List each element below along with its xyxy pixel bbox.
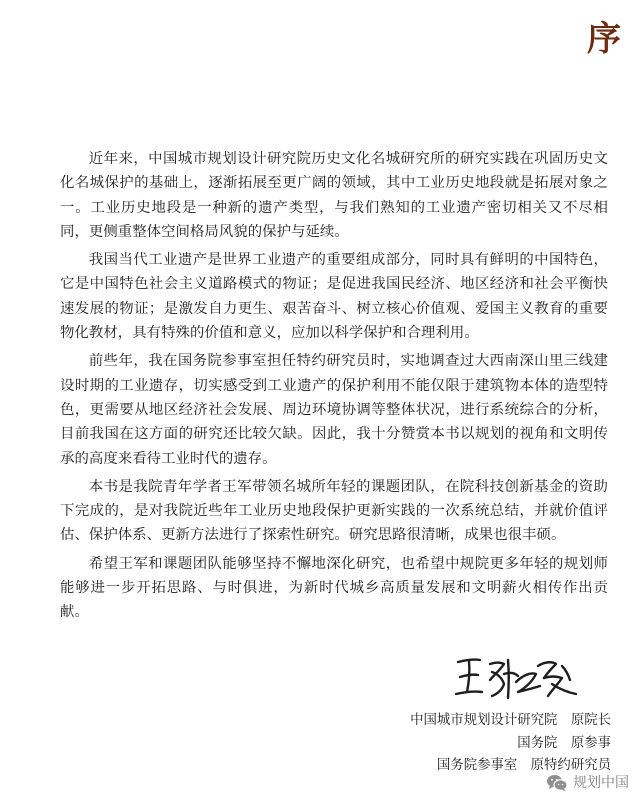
handwritten-signature <box>452 652 582 702</box>
paragraph-4: 本书是我院青年学者王军带领名城所年轻的课题团队，在院科技创新基金的资助下完成的，是对我院近些年工业历史地段保护更新实践的一次系统总结，并就价值评估、保护体系、更新方法进行了探索性研究。研究思路很清晰，成果也很丰硕。 <box>60 478 608 544</box>
page-title: 序 <box>587 19 621 59</box>
watermark <box>546 774 629 792</box>
signature-line-3: 国务院参事室 原特约研究员 <box>436 758 611 773</box>
wechat-icon <box>546 774 568 792</box>
paragraph-3: 前些年，我在国务院参事室担任特约研究员时，实地调查过大西南深山里三线建设时期的工业遗存，切实感受到工业遗产的保护利用不能仅限于建筑物本体的造型特色，更需要从地区经济社会发展、周边环境协调等整体状况，进行系统综合的分析，目前我国在这方面的研究还比较欠缺。因此，我十分赞赏本书以规划的视角和文明传承的高度来看待工业时代的遗存。 <box>60 353 608 467</box>
preface-body <box>60 147 608 629</box>
signature-line-1: 中国城市规划设计研究院 原院长 <box>410 713 611 728</box>
signature-line-2: 国务院 原参事 <box>517 735 611 751</box>
paragraph-5: 希望王军和课题团队能够坚持不懈地深化研究，也希望中规院更多年轻的规划师能够进一步开拓思路、与时俱进，为新时代城乡高质量发展和文明薪火相传作出贡献。 <box>60 555 608 621</box>
paragraph-2: 我国当代工业遗产是世界工业遗产的重要组成部分，同时具有鲜明的中国特色，它是中国特色社会主义道路模式的物证；是促进我国民经济、地区经济和社会平衡快速发展的物证；是激发自力更生、艰苦奋斗、树立核心价值观、爱国主义教育的重要物化教材，具有特殊的价值和意义，应加以科学保护和合理利用。 <box>60 252 608 342</box>
watermark-text: 规划中国 <box>573 775 629 791</box>
signature-block <box>311 710 611 778</box>
paragraph-1: 近年来，中国城市规划设计研究院历史文化名城研究所的研究实践在巩固历史文化名城保护的基础上，逐渐拓展至更广阔的领域，其中工业历史地段就是拓展对象之一。工业历史地段是一种新的遗产类型，与我们熟知的工业遗产密切相关又不尽相同，更侧重整体空间格局风貌的保护与延续。 <box>60 151 608 240</box>
